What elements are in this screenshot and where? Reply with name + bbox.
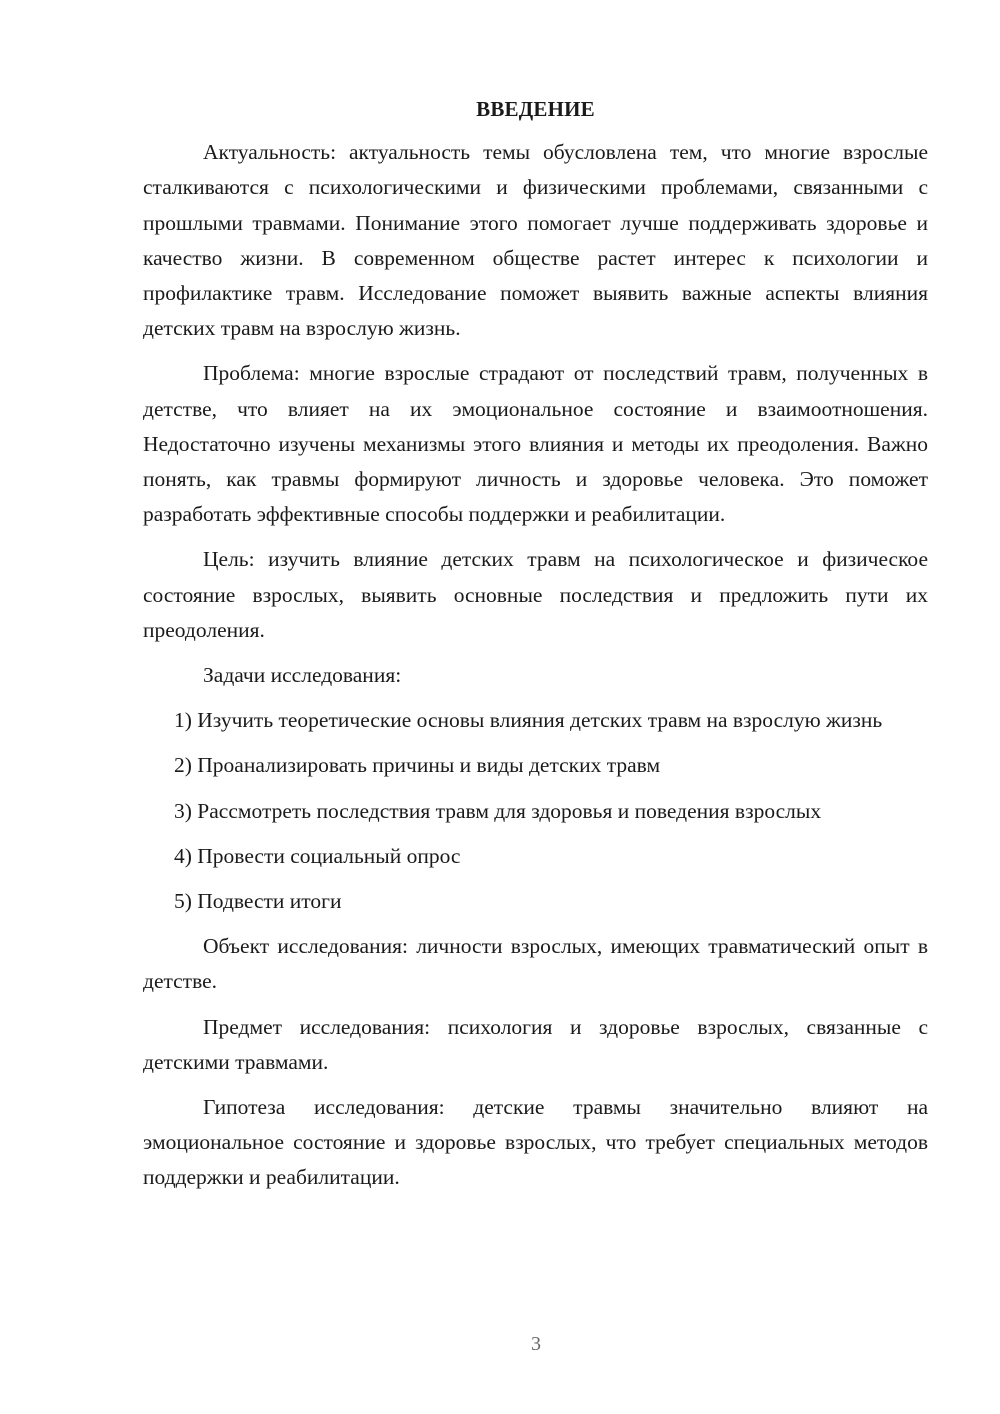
section-heading: ВВЕДЕНИЕ [476,97,595,121]
relevance-paragraph: Актуальность: актуальность темы обусловлена тем, что многие взрослые сталкиваются с психологическими и физическими проблемами, связанными с прошлыми травмами. Понимание этого помогает лучше поддерживать здоровье и качество жизни. В современном обществе растет интерес к психологии и профилактике травм. Исследование поможет выявить важные аспекты влияния детских травм на взрослую жизнь. [143,140,928,341]
task-item: 2) Проанализировать причины и виды детских травм [174,753,661,778]
object-paragraph: Объект исследования: личности взрослых, имеющих травматический опыт в детстве. [143,934,928,994]
problem-paragraph: Проблема: многие взрослые страдают от последствий травм, полученных в детстве, что влияет на их эмоциональное состояние и взаимоотношения. Недостаточно изучены механизмы этого влияния и методы их преодоления. Важно понять, как травмы формируют личность и здоровье человека. Это поможет разработать эффективные способы поддержки и реабилитации. [143,361,928,527]
subject-paragraph: Предмет исследования: психология и здоровье взрослых, связанные с детскими травмами. [143,1014,928,1074]
task-item: 5) Подвести итоги [174,889,342,914]
goal-paragraph: Цель: изучить влияние детских травм на психологическое и физическое состояние взрослых, выявить основные последствия и предложить пути их преодоления. [143,547,928,642]
page-number: 3 [531,1333,541,1355]
task-item: 3) Рассмотреть последствия травм для здоровья и поведения взрослых [174,798,822,823]
task-item: 1) Изучить теоретические основы влияния детских травм на взрослую жизнь [174,708,883,733]
tasks-title: Задачи исследования: [203,663,402,688]
task-item: 4) Провести социальный опрос [174,843,461,868]
document-page [143,92,928,1206]
hypothesis-paragraph: Гипотеза исследования: детские травмы значительно влияют на эмоциональное состояние и здоровье взрослых, что требует специальных методов поддержки и реабилитации. [143,1095,928,1190]
